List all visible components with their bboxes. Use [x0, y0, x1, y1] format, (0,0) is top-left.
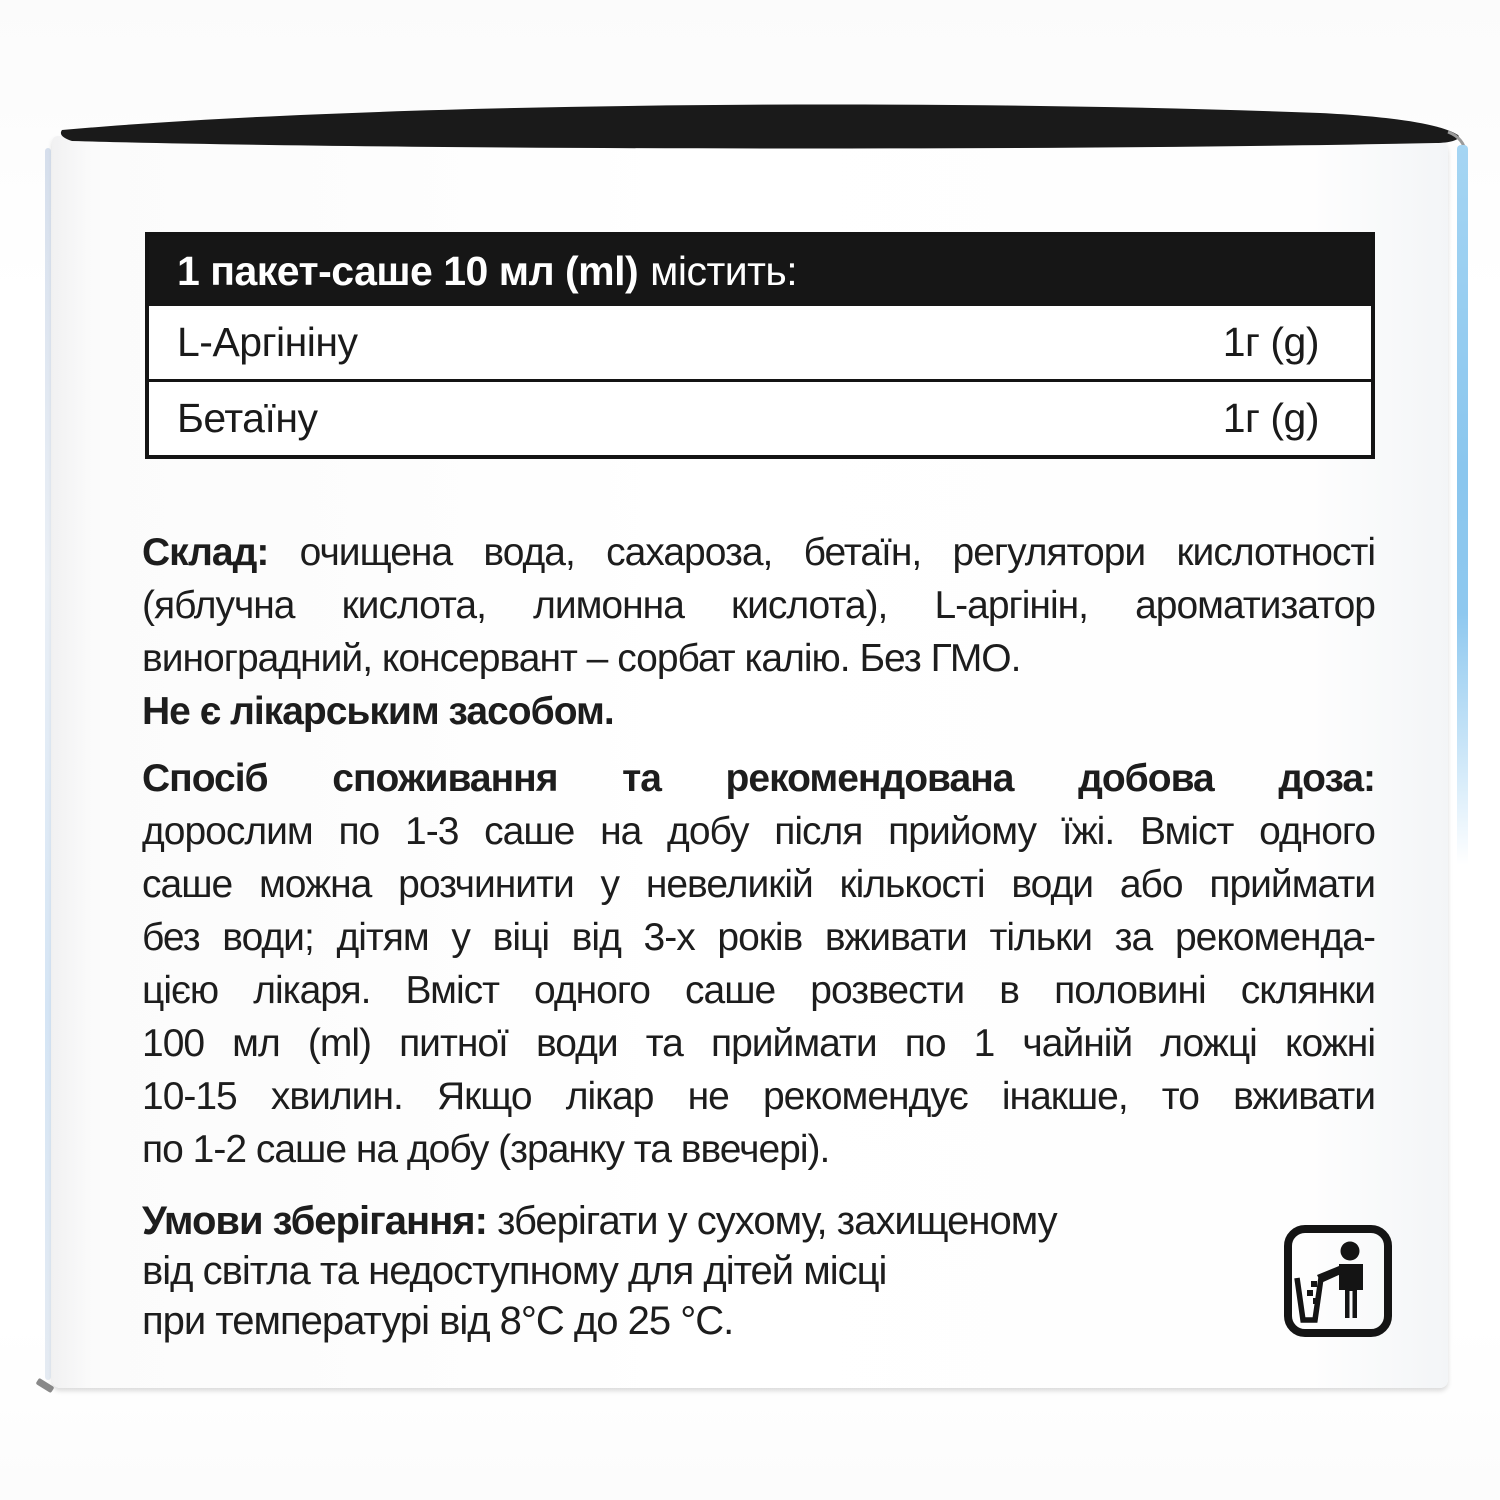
contents-table: [145, 232, 1375, 459]
ingredient-name: L-Аргініну: [177, 319, 358, 365]
table-header-dose: 1 пакет-саше 10 мл (ml): [177, 247, 639, 294]
box-edge-blue-strip: [1457, 145, 1468, 865]
storage-line: [142, 1196, 1252, 1246]
usage-line: без води; дітям у віці від 3-х років вживати тільки за рекоменда-: [142, 916, 1375, 959]
composition-line: (яблучна кислота, лимонна кислота), L-аргінін, ароматизатор: [142, 584, 1375, 627]
ingredient-amount: 1г (g): [1222, 395, 1319, 441]
ingredient-name: Бетаїну: [177, 395, 318, 441]
usage-paragraph: [142, 752, 1375, 1176]
storage-paragraph: [142, 1196, 1252, 1346]
composition-paragraph: [142, 526, 1375, 738]
contents-table-header: [149, 236, 1371, 306]
tidyman-dispose-icon: [1283, 1224, 1393, 1338]
composition-text: очищена вода, сахароза, бетаїн, регулятори кислотності: [299, 531, 1375, 574]
usage-line: цією лікаря. Вміст одного саше розвести в половині склянки: [142, 969, 1375, 1012]
composition-line: [142, 526, 1375, 579]
table-row: [149, 306, 1371, 379]
usage-line: по 1-2 саше на добу (зранку та ввечері).: [142, 1128, 830, 1171]
box-left-edge-crease: [45, 148, 51, 1380]
usage-line: 100 мл (ml) питної води та приймати по 1 чайній ложці кожні: [142, 1022, 1375, 1065]
medicinal-disclaimer: Не є лікарським засобом.: [142, 690, 614, 733]
composition-label: Склад:: [142, 531, 269, 574]
storage-label: Умови зберігання:: [142, 1199, 487, 1243]
composition-line: виноградний, консервант – сорбат калію. Без ГМО.: [142, 637, 1021, 680]
usage-line: 10-15 хвилин. Якщо лікар не рекомендує інакше, то вживати: [142, 1075, 1375, 1118]
storage-line: від світла та недоступному для дітей місці: [142, 1249, 887, 1293]
table-header-contains-label: містить:: [650, 247, 798, 294]
storage-line: при температурі від 8°С до 25 °С.: [142, 1299, 734, 1343]
box-top-edge-shadow: [0, 0, 1500, 200]
storage-text: зберігати у сухому, захищеному: [497, 1199, 1057, 1243]
usage-line: саше можна розчинити у невеликій кількості води або приймати: [142, 863, 1375, 906]
table-row: [149, 379, 1371, 455]
usage-line: дорослим по 1-3 саше на добу після прийому їжі. Вміст одного: [142, 810, 1375, 853]
ingredient-amount: 1г (g): [1222, 319, 1319, 365]
usage-heading: Спосіб споживання та рекомендована добова доза:: [142, 757, 1375, 800]
